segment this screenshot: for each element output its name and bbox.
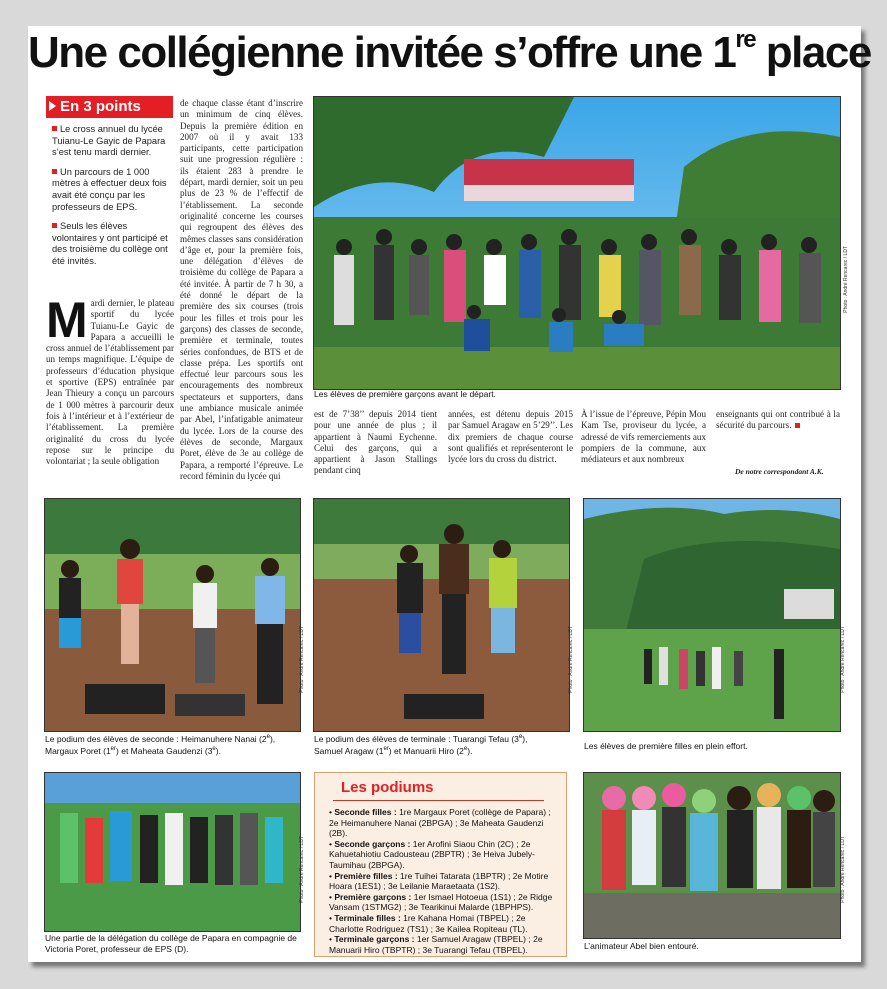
newspaper-page xyxy=(28,26,871,962)
end-mark-icon xyxy=(795,423,800,428)
photo-delegation xyxy=(44,772,301,932)
caption-text: ). xyxy=(467,746,473,757)
main-photo-premiere-garcons xyxy=(313,96,841,390)
key-points-list xyxy=(46,124,173,268)
key-point-text: Un parcours de 1 000 mètres à effectuer deux fois avait été conçu par les professeurs de EPS. xyxy=(52,166,167,212)
main-photo-caption: Les élèves de première garçons avant le départ. xyxy=(314,389,496,399)
article-text: enseignants qui ont contribué à la sécurité du parcours. xyxy=(716,409,840,431)
article-column-2 xyxy=(180,98,303,481)
headline-tail: place xyxy=(755,28,871,77)
podium-premiere-filles: • Première filles : 1re Tuihei Tatarata (1BPTR) ; 2e Motire Hoara (1ES1) ; 3e Leilanie Maraetaata (1S2). xyxy=(329,870,549,892)
delegation-caption: Une partie de la délégation du collège de Papara en compagnie de Victoria Poret, professeur de EPS (D). xyxy=(45,933,297,954)
caption-text: et Manuarii Hiro (2 xyxy=(394,746,464,757)
caption-sup: e xyxy=(518,734,523,740)
key-point-text: Seuls les élèves volontaires y ont participé et des troisième du collège ont été invités. xyxy=(52,221,168,266)
podium-text: 1er Arofini Siaou Chin (2C) ; 2e Kahuetahiotiu Cadousteau (2BPTR) ; 3e Heiva Jubely-Taumihau (2BPGA). xyxy=(329,838,536,870)
headline-superscript: re xyxy=(735,26,756,54)
article-text: années, est détenu depuis 2015 par Samuel Aragaw en 5’29’’. Les dix premiers de chaque course sont qualifiés et représenteront le lycée lors du cross du district. xyxy=(448,409,573,465)
photo-credit: Photo : André Rencarec / LDT xyxy=(568,626,574,693)
podium-seconde-garcons: • Seconde garçons : 1er Arofini Siaou Chin (2C) ; 2e Kahuetahiotiu Cadousteau (2BPTR) ; 3e Heiva Jubely-Taumihau (2BPGA). xyxy=(329,838,536,870)
article-column-4 xyxy=(448,409,573,475)
podiums-divider xyxy=(333,800,544,801)
podium-terminale-filles: • Terminale filles : 1re Kahana Homai (TBPEL) ; 2e Charlotte Rodriguez (TS1) ; 3e Kailea Ropiteau (TL). xyxy=(329,912,528,934)
article-column-1 xyxy=(46,292,174,473)
terminale-caption: Le podium des élèves de terminale : Tuarangi Tefau (3e), Samuel Aragaw (1er) et Manuarii Hiro (2e). xyxy=(314,733,528,757)
podium-premiere-garcons: • Première garçons : 1er Ismael Hotoeua (1S1) ; 2e Ridge Vansam (1STMG2) ; 3e Tearikinui Malarde (1BPHPS). xyxy=(329,891,553,913)
caption-text: et Maheata Gaudenzi (3 xyxy=(121,746,213,757)
key-points-box xyxy=(46,96,173,276)
dropcap: M xyxy=(46,292,88,348)
photo-animateur-abel xyxy=(583,772,841,939)
caption-text: ), xyxy=(269,733,276,744)
key-point-3 xyxy=(46,221,173,267)
podium-label: Terminale filles : xyxy=(334,912,401,923)
caption-text: ), xyxy=(522,733,528,744)
premiere-filles-caption: Les élèves de première filles en plein effort. xyxy=(584,741,748,751)
bullet-square-icon xyxy=(52,223,57,228)
photo-credit: Photo : André Rencarec / LDT xyxy=(843,246,849,313)
article-text: À l’issue de l’épreuve, Pépin Mou Kam Tse, proviseur du lycée, a adressé de vifs remerciements aux pompiers de la commune, aux médiateurs et aux nombreux xyxy=(581,409,706,465)
article-column-3 xyxy=(314,409,437,475)
podiums-title: Les podiums xyxy=(341,779,434,796)
podium-text: 1re Margaux Poret (collège de Papara) ; 2e Heimanuhere Nanai (2BPGA) ; 3e Maheata Gaudenzi (2B). xyxy=(329,807,551,839)
seconde-caption: Le podium des élèves de seconde : Heimanuhere Nanai (2e), Margaux Poret (1er) et Maheata Gaudenzi (3e). xyxy=(45,733,276,757)
bullet-square-icon xyxy=(52,126,57,131)
article-signoff: De notre correspondant A.K. xyxy=(735,467,824,476)
photo-podium-seconde xyxy=(44,498,301,732)
article-text: est de 7’38’’ depuis 2014 tient pour une année de plus ; il appartient à Naumi Eychenne. Celui des garçons, qui a appartient à Jason Stallings pendant cinq xyxy=(314,409,437,476)
podium-label: Seconde filles : xyxy=(334,807,397,817)
podiums-box xyxy=(314,772,567,957)
photo-credit: Photo : André Rencarec / LDT xyxy=(299,626,305,693)
caption-sup: e xyxy=(266,734,270,740)
caption-sup: er xyxy=(383,746,389,753)
caption-text: ). xyxy=(215,746,221,757)
caption-sup: er xyxy=(110,746,117,753)
abel-caption: L’animateur Abel bien entouré. xyxy=(584,941,699,951)
podium-text: 1er Ismael Hotoeua (1S1) ; 2e Ridge Vansam (1STMG2) ; 3e Tearikinui Malarde (1BPHPS). xyxy=(329,891,553,913)
podium-seconde-filles: • Seconde filles : 1re Margaux Poret (collège de Papara) ; 2e Heimanuhere Nanai (2BPGA) ; 3e Maheata Gaudenzi (2B). xyxy=(329,807,551,839)
article-text: de chaque classe étant d’inscrire un minimum de cinq élèves. Depuis la première édition en 2007 où il y avait 133 participants, cette participation suit une progression régulière : ils étaient 283 à prendre le départ, mardi dernier, soit un peu plus de 23 % de l’effectif de l’établissement. La seconde originalité concerne les courses qui regroupent des élèves des mêmes classes sans considération d’âge et, pour la première fois, une délégation d’élèves de troisième du collège de Papara a été invitée. À partir de 7 h 30, a été donné le départ de la première des six courses (trois pour les filles et trois pour les garçons) des classes de seconde, première et terminale, toutes séries confondues, de BTS et de classe prépa. Les sportifs ont effectué leur parcours sous les encouragements des nombreux spectateurs et supporters, dans une ambiance musicale animée par Abel, l’infatigable animateur du lycée. Lors de la course des élèves de seconde, Margaux Poret, élève de 3e au collège de Papara, a remporté l’épreuve. Le record féminin du lycée qui xyxy=(180,98,303,481)
caption-text: Margaux Poret (1 xyxy=(45,746,111,757)
podium-label: Première filles : xyxy=(334,870,398,881)
key-point-2 xyxy=(46,167,173,213)
key-point-text: Le cross annuel du lycée Tuianu-Le Gayic de Papara s’est tenu mardi dernier. xyxy=(52,124,166,158)
headline-text: Une collégienne invitée s’offre une 1 xyxy=(28,28,736,77)
podium-label: Première garçons : xyxy=(334,891,412,902)
photo-credit: Photo : André Rencarec / LDT xyxy=(840,836,846,903)
photo-premiere-filles xyxy=(583,498,841,732)
key-point-1 xyxy=(46,124,173,159)
photo-podium-terminale xyxy=(313,498,570,732)
podium-label: Seconde garçons : xyxy=(334,838,411,849)
podium-terminale-garcons: • Terminale garçons : 1er Samuel Aragaw (TBPEL) ; 2e Manuarii Hiro (TBPTR) ; 3e Tuarangi Tefau (TBPEL). xyxy=(329,934,543,955)
caption-sup: e xyxy=(463,746,468,753)
article-column-5 xyxy=(581,409,706,475)
podium-text: 1re Tuihei Tatarata (1BPTR) ; 2e Motire Hoara (1ES1) ; 3e Leilanie Maraetaata (1S2). xyxy=(329,870,549,892)
caption-text: Le podium des élèves de terminale : Tuarangi Tefau (3 xyxy=(314,733,519,744)
podium-text: 1er Samuel Aragaw (TBPEL) ; 2e Manuarii Hiro (TBPTR) ; 3e Tuarangi Tefau (TBPEL). xyxy=(329,934,543,955)
caption-text: Le podium des élèves de seconde : Heimanuhere Nanai (2 xyxy=(45,733,267,744)
caption-text: Samuel Aragaw (1 xyxy=(314,746,384,757)
caption-sup: e xyxy=(212,746,216,753)
article-column-6 xyxy=(716,409,840,439)
key-points-title: En 3 points xyxy=(46,96,173,118)
podium-text: 1re Kahana Homai (TBPEL) ; 2e Charlotte Rodriguez (TS1) ; 3e Kailea Ropiteau (TL). xyxy=(329,912,528,934)
article-text: ardi dernier, le plateau sportif du lycée Tuianu-Le Gayic de Papara a accueilli le cross annuel de l’établissement par un temps magnifique. L’équipe de professeurs d’éducation physique et sportive (EPS) entraînée par Jean Thieury a conçu un parcours de 1 000 mètres à parcourir deux fois à l’intérieur et à l’extérieur de l’établissement. La première originalité du cross du lycée repose sur le principe du volontariat ; la seule obligation xyxy=(46,298,174,467)
photo-credit: Photo : André Rencarec / LDT xyxy=(299,836,305,903)
bullet-square-icon xyxy=(52,169,57,174)
photo-credit: Photo : André Rencarec / LDT xyxy=(840,626,846,693)
podium-label: Terminale garçons : xyxy=(334,934,415,945)
headline xyxy=(28,26,871,78)
